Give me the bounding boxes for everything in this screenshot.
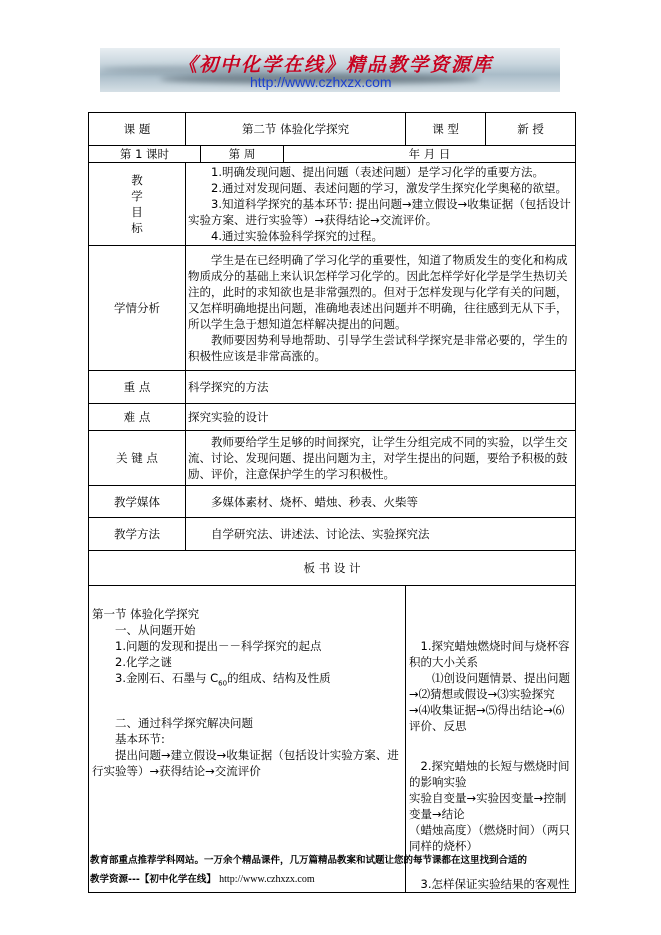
footer xyxy=(90,851,570,889)
type-value: 新 授 xyxy=(486,113,576,146)
footer-line2: 教学资源---【初中化学在线】 xyxy=(90,874,216,885)
date: 年 月 日 xyxy=(284,146,576,163)
objective-item: 3.知道科学探究的基本环节: 提出问题→建立假设→收集证据（包括设计实验方案、进行实验等）→获得结论→交流评价。 xyxy=(188,197,571,227)
analysis-text: 学生是在已经明确了学习化学的重要性，知道了物质发生的变化和构成物质成分的基础上来认识怎样学习化学的。因此怎样学好化学是学生热切关注的，此时的求知欲也是非常强烈的。但对于怎样发现与化学有关的问题，又怎样明确地提出问题，准确地表述出问题并不明确，往往感到无从下手，所以学生急于想知道怎样解决提出的问题。 教师要因势利导地帮助、引导学生尝试科学探究是非常必要的，学生的积极性应该是非常高涨的。 xyxy=(186,246,576,371)
objective-item: 1.明确发现问题、提出问题（表述问题）是学习化学的重要方法。 xyxy=(211,165,544,179)
crux-label: 关 键 点 xyxy=(89,431,186,486)
objectives-label: 教 学 目 标 xyxy=(89,163,186,246)
objective-item: 2.通过对发现问题、表述问题的学习，激发学生探究化学奥秘的欲望。 xyxy=(211,181,567,195)
footer-url[interactable]: http://www.czhxzx.com xyxy=(219,874,315,885)
analysis-label: 学情分析 xyxy=(89,246,186,371)
banner-title: 《初中化学在线》精品教学资源库 xyxy=(178,54,494,76)
objectives-list xyxy=(186,163,576,246)
objective-item: 4.通过实验体验科学探究的过程。 xyxy=(211,229,383,243)
topic-label: 课 题 xyxy=(89,113,186,146)
footer-line1: 教育部重点推荐学科网站。一万余个精品课件，几万篇精品教案和试题让您的每节课都在这里找到合适的 xyxy=(90,855,528,866)
period: 第 1 课时 xyxy=(89,146,201,163)
lesson-plan-table xyxy=(88,112,576,893)
topic-value: 第二节 体验化学探究 xyxy=(186,113,406,146)
method-label: 教学方法 xyxy=(89,518,186,551)
media-value: 多媒体素材、烧杯、蜡烛、秒表、火柴等 xyxy=(186,486,576,518)
difficulty-value: 探究实验的设计 xyxy=(186,404,576,431)
board-design-title: 板 书 设 计 xyxy=(89,551,576,586)
banner-url: http://www.czhxzx.com xyxy=(250,74,392,90)
difficulty-label: 难 点 xyxy=(89,404,186,431)
crux-value: 教师要给学生足够的时间探究，让学生分组完成不同的实验，以学生交流、讨论、发现问题、提出问题为主，对学生提出的问题，要给予积极的鼓励、评价，注意保护学生的学习积极性。 xyxy=(186,431,576,486)
method-value: 自学研究法、讲述法、讨论法、实验探究法 xyxy=(186,518,576,551)
banner-logo xyxy=(100,48,560,92)
week: 第 周 xyxy=(201,146,284,163)
key-point-label: 重 点 xyxy=(89,371,186,404)
key-point-value: 科学探究的方法 xyxy=(186,371,576,404)
type-label: 课 型 xyxy=(406,113,486,146)
board-left: 第一节 体验化学探究 一、从问题开始 1.问题的发现和提出－－科学探究的起点 2.化学之谜 3.金刚石、石墨与 $C_{60}$的组成、结构及性质 二、通过科学探究解决问题 基本环节: 提出问题→建立假设→收集证据（包括设计实验方案、进行实验等）→获得结论→交流评价 xyxy=(89,586,406,893)
media-label: 教学媒体 xyxy=(89,486,186,518)
board-right: 1.探究蜡烛燃烧时间与烧杯容积的大小关系 ⑴创设问题情景、提出问题→⑵猜想或假设→⑶实验探究→⑷收集证据→⑸得出结论→⑹评价、反思 2.探究蜡烛的长短与燃烧时间的影响实验 实验自变量→实验因变量→控制变量→结论 （蜡烛高度）（燃烧时间）（两只同样的烧杯） 3.怎样保证实验结果的客观性 xyxy=(406,586,576,893)
